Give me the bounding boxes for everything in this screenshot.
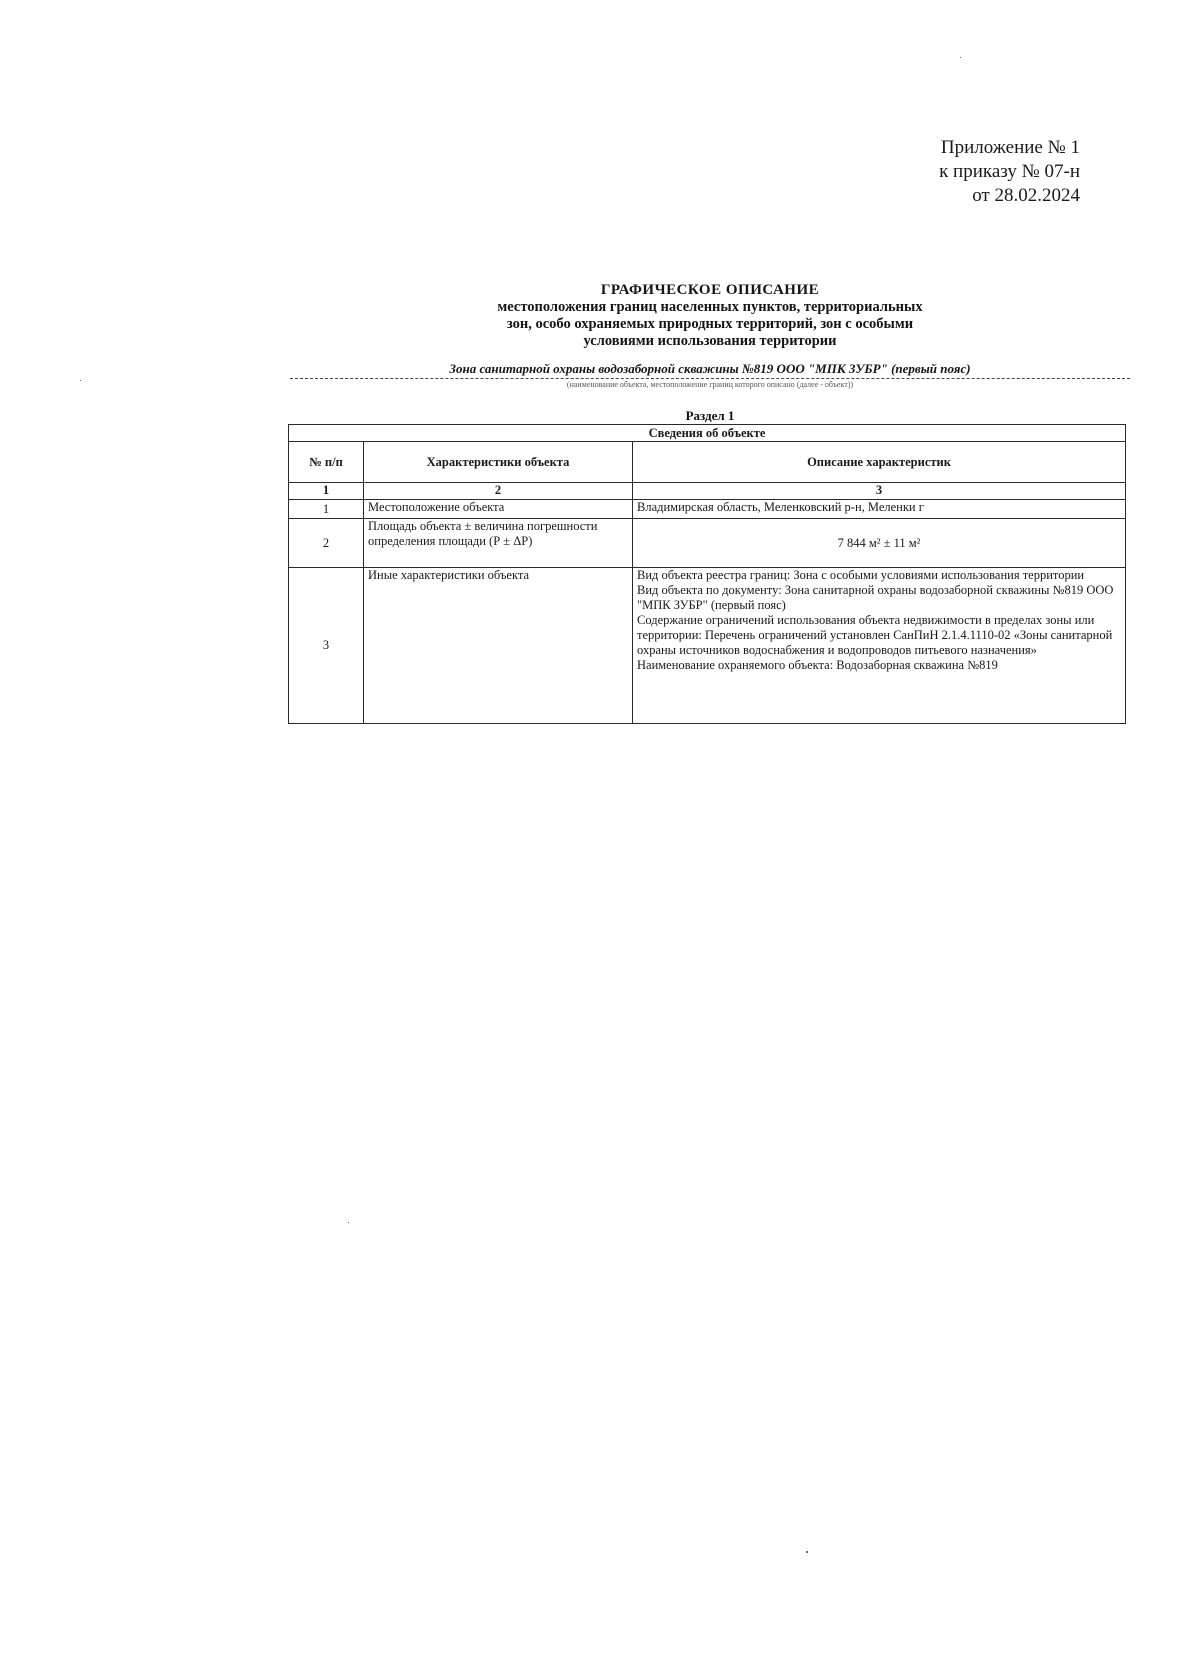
appendix-line-3: от 28.02.2024	[972, 185, 1080, 206]
appendix-line-1: Приложение № 1	[940, 137, 1080, 158]
scan-speck	[806, 1551, 808, 1553]
index-cell: 1	[289, 483, 364, 500]
section-caption: Сведения об объекте	[289, 425, 1126, 442]
description-line: Вид объекта по документу: Зона санитарной охраны водозаборной скважины №819 ООО "МПК ЗУБР" (первый пояс)	[637, 583, 1114, 612]
appendix-reference	[939, 136, 1080, 208]
title-line-2: зон, особо охраняемых природных территорий, зон с особыми	[506, 316, 914, 332]
appendix-line-2: к приказу № 07-н	[939, 161, 1080, 182]
object-name-caption: (наименование объекта, местоположение границ которого описано (далее - объект))	[566, 380, 854, 389]
scan-speck	[960, 57, 961, 58]
title-line-3: условиями использования территории	[583, 333, 837, 349]
table-row	[289, 519, 1126, 568]
description-line: Вид объекта реестра границ: Зона с особыми условиями использования территории	[637, 568, 1085, 582]
index-cell: 3	[633, 483, 1126, 500]
row-characteristic: Иные характеристики объекта	[364, 568, 633, 724]
header-description: Описание характеристик	[633, 442, 1126, 483]
row-description: Владимирская область, Меленковский р-н, Меленки г	[633, 500, 1126, 519]
row-num: 3	[289, 568, 364, 724]
scan-speck	[348, 1222, 349, 1223]
object-name: Зона санитарной охраны водозаборной скважины №819 ООО "МПК ЗУБР" (первый пояс)	[449, 361, 971, 376]
section-label: Раздел 1	[685, 408, 735, 423]
table-row	[289, 500, 1126, 519]
row-characteristic: Местоположение объекта	[364, 500, 633, 519]
header-num: № п/п	[289, 442, 364, 483]
header-characteristics: Характеристики объекта	[364, 442, 633, 483]
row-description	[633, 568, 1126, 724]
title-line-1: местоположения границ населенных пунктов, территориальных	[497, 299, 923, 315]
description-line: Содержание ограничений использования объекта недвижимости в пределах зоны или территории: Перечень ограничений установлен СанПиН 2.1.4.1110-02 «Зоны санитарной охраны источников водоснабжения и водопроводов питьевого назначения»	[637, 613, 1113, 657]
description-line: Наименование охраняемого объекта: Водозаборная скважина №819	[637, 658, 998, 672]
index-cell: 2	[364, 483, 633, 500]
scan-speck	[80, 380, 81, 381]
row-num: 1	[289, 500, 364, 519]
row-num: 2	[289, 519, 364, 568]
object-info-table	[288, 424, 1126, 724]
object-name-underline	[290, 378, 1130, 379]
document-title	[290, 282, 1130, 350]
row-description: 7 844 м² ± 11 м²	[633, 519, 1126, 568]
main-title: ГРАФИЧЕСКОЕ ОПИСАНИЕ	[600, 282, 820, 298]
row-characteristic: Площадь объекта ± величина погрешности определения площади (Р ± ΔР)	[364, 519, 633, 568]
table-row	[289, 568, 1126, 724]
